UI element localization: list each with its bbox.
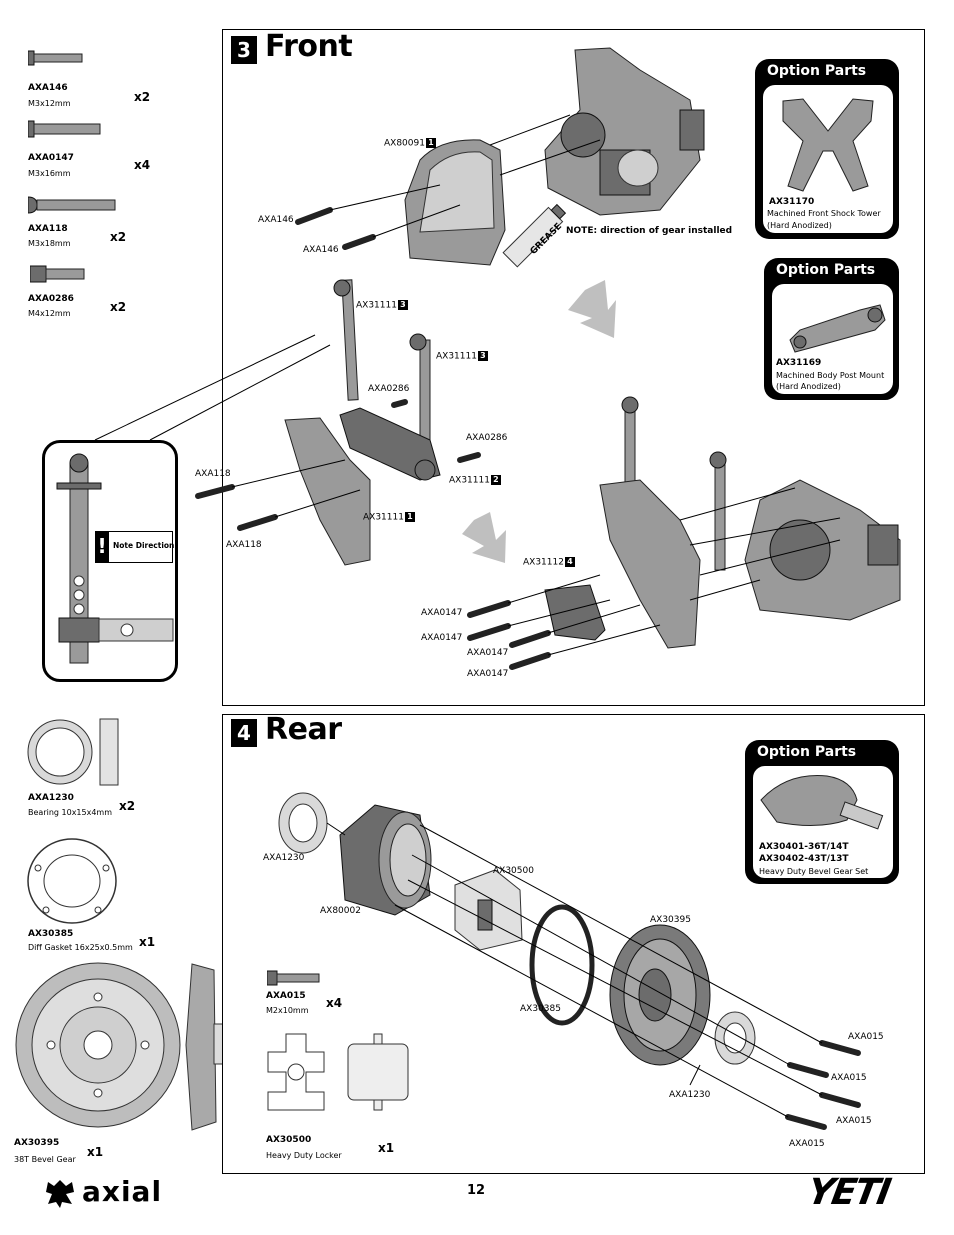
- part-qty: x2: [110, 230, 127, 244]
- option-parts-box-bevel-gear-set: [745, 740, 899, 884]
- front-diff-housing-cover: [405, 140, 505, 265]
- step-number: 3: [231, 36, 257, 64]
- part-number: AXA0286: [28, 294, 74, 304]
- label-axa0147: AXA0147: [421, 608, 463, 618]
- body-post-mount-option-image: [780, 290, 890, 360]
- label-ax80002: AX80002: [320, 906, 361, 916]
- part-desc: 38T Bevel Gear: [14, 1155, 76, 1164]
- option-parts-header: Option Parts: [757, 744, 857, 760]
- label-axa0286: AXA0286: [466, 433, 508, 443]
- option-parts-box-shock-tower: [755, 59, 899, 239]
- grease-tube: [503, 202, 568, 267]
- bearing-axa1230: [279, 793, 327, 853]
- part-number: AX30395: [14, 1138, 60, 1148]
- shock-tower-option-image: [773, 91, 883, 196]
- label-axa015: AXA015: [836, 1116, 872, 1126]
- locker-ax30500-icon: [264, 1030, 414, 1120]
- ring-gear-ax30395: [610, 925, 710, 1065]
- option-parts-header: Option Parts: [767, 63, 867, 79]
- direction-arrow-icon: [568, 280, 616, 338]
- part-number: AX30500: [266, 1135, 312, 1145]
- option-part-desc: (Hard Anodized): [767, 221, 832, 230]
- part-qty: x1: [87, 1145, 104, 1159]
- label-axa118: AXA118: [226, 540, 262, 550]
- note-gear-direction: NOTE: direction of gear installed: [566, 226, 733, 236]
- label-axa0147: AXA0147: [467, 669, 509, 679]
- part-number: AXA118: [28, 224, 68, 234]
- part-number: AX30385: [28, 929, 74, 939]
- option-part-desc: Heavy Duty Bevel Gear Set: [759, 867, 869, 876]
- screw-axa015-icon: [788, 1043, 858, 1127]
- label-ax80091: AX80091 1: [384, 138, 436, 149]
- bevel-gear-set-option-image: [757, 770, 893, 840]
- option-part-number: AX31169: [776, 358, 822, 368]
- shock-tower-assembly: [198, 280, 478, 565]
- part-qty: x4: [134, 158, 151, 172]
- part-desc: M3x16mm: [28, 169, 71, 178]
- label-axa146: AXA146: [303, 245, 339, 255]
- part-desc: M3x18mm: [28, 239, 71, 248]
- part-qty: x2: [134, 90, 151, 104]
- page-number: 12: [467, 1183, 486, 1198]
- label-ax31111: AX31111 3: [356, 300, 408, 311]
- note-direction-callout: [42, 440, 178, 682]
- front-diff-housing: [545, 48, 704, 215]
- label-axa015: AXA015: [831, 1073, 867, 1083]
- screw-axa015-icon: [267, 969, 321, 987]
- step-number: 4: [231, 719, 257, 747]
- part-qty: x2: [119, 799, 136, 813]
- step-title: Rear: [265, 712, 342, 747]
- note-direction-text: Note Direction: [113, 541, 175, 550]
- option-part-desc: (Hard Anodized): [776, 382, 841, 391]
- label-axa146: AXA146: [258, 215, 294, 225]
- step-title: Front: [265, 29, 353, 64]
- part-qty: x1: [139, 935, 156, 949]
- axial-logo-icon: [44, 1178, 76, 1208]
- part-desc: Bearing 10x15x4mm: [28, 808, 113, 817]
- label-ax30395: AX30395: [650, 915, 691, 925]
- option-parts-box-body-post-mount: [764, 258, 899, 400]
- label-axa015: AXA015: [848, 1032, 884, 1042]
- bearing-axa1230: [715, 1012, 755, 1064]
- label-axa0147: AXA0147: [467, 648, 509, 658]
- label-axa118: AXA118: [195, 469, 231, 479]
- label-axa1230: AXA1230: [263, 853, 305, 863]
- part-number: AXA0147: [28, 153, 74, 163]
- screw-axa146-icon: [298, 210, 373, 247]
- grease-label: GREASE: [528, 221, 565, 257]
- option-part-number: AX30401-36T/14T: [759, 842, 849, 852]
- label-ax30385: AX30385: [520, 1004, 561, 1014]
- note-direction-box: [95, 531, 173, 563]
- part-number: AXA015: [266, 991, 306, 1001]
- option-part-desc: Machined Body Post Mount: [776, 371, 885, 380]
- axial-brand-text: axial: [82, 1175, 163, 1208]
- part-qty: x2: [110, 300, 127, 314]
- part-desc: Heavy Duty Locker: [266, 1151, 342, 1160]
- yeti-logo: YETI: [804, 1172, 893, 1213]
- option-part-number: AX31170: [769, 197, 815, 207]
- label-ax31111: AX31111 1: [363, 512, 415, 523]
- label-axa1230: AXA1230: [669, 1090, 711, 1100]
- label-ax31112: AX31112 4: [523, 557, 575, 568]
- direction-arrow-icon: [462, 512, 506, 563]
- front-assembly-completed: [545, 397, 900, 648]
- part-desc: Diff Gasket 16x25x0.5mm: [28, 943, 133, 952]
- part-qty: x1: [378, 1141, 395, 1155]
- warning-icon: !: [95, 531, 109, 562]
- option-part-number: AX30402-43T/13T: [759, 854, 849, 864]
- diff-case-ax80002: [340, 805, 431, 915]
- part-number: AXA146: [28, 83, 68, 93]
- part-number: AXA1230: [28, 793, 74, 803]
- label-axa0147: AXA0147: [421, 633, 463, 643]
- part-desc: M3x12mm: [28, 99, 71, 108]
- part-qty: x4: [326, 996, 343, 1010]
- part-desc: M4x12mm: [28, 309, 71, 318]
- label-ax31111: AX31111 3: [436, 351, 488, 362]
- label-axa015: AXA015: [789, 1139, 825, 1149]
- label-ax31111: AX31111 2: [449, 475, 501, 486]
- label-ax30500: AX30500: [493, 866, 534, 876]
- option-parts-header: Option Parts: [776, 262, 876, 278]
- label-axa0286: AXA0286: [368, 384, 410, 394]
- part-desc: M2x10mm: [266, 1006, 309, 1015]
- option-part-desc: Machined Front Shock Tower: [767, 209, 881, 218]
